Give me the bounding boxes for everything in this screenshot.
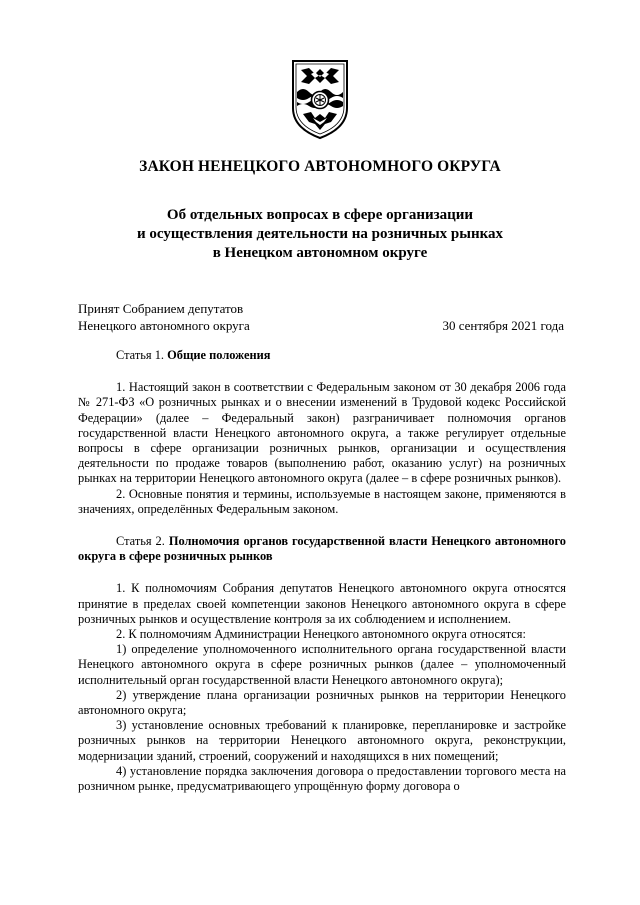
adoption-line: Принят Собранием депутатов bbox=[78, 301, 244, 316]
adoption-line: Ненецкого автономного округа bbox=[78, 318, 250, 333]
adoption-date: 30 сентября 2021 года bbox=[442, 318, 564, 333]
subtitle-line: в Ненецком автономном округе bbox=[212, 245, 428, 261]
article-title: Общие положения bbox=[167, 348, 271, 362]
list-item: 1) определение уполномоченного исполнительного органа государственной власти Ненецкого автономного округа в сфере розничных рынков (далее – уполномоченный исполнительный орган государственной власти Ненецкого автономного округа); bbox=[78, 642, 566, 687]
adoption-info bbox=[78, 300, 250, 334]
law-subtitle bbox=[0, 206, 640, 263]
list-item: 4) установление порядка заключения договора о предоставлении торгового места на розничном рынке, предусматривающего упрощённую форму договора о bbox=[78, 763, 566, 794]
article-title: Полномочия органов государственной власти Ненецкого автономного округа в сфере розничных рынков bbox=[78, 534, 566, 564]
article-1-heading bbox=[78, 348, 566, 363]
coat-of-arms-emblem bbox=[289, 58, 351, 140]
law-title: ЗАКОН НЕНЕЦКОГО АВТОНОМНОГО ОКРУГА bbox=[139, 158, 501, 175]
subtitle-line: и осуществления деятельности на розничных рынках bbox=[136, 226, 504, 242]
list-item: 2) утверждение плана организации розничных рынков на территории Ненецкого автономного округа; bbox=[78, 687, 566, 718]
article-label: Статья 2. bbox=[116, 534, 165, 549]
subtitle-line: Об отдельных вопросах в сфере организации bbox=[166, 207, 474, 223]
paragraph: 1. К полномочиям Собрания депутатов Ненецкого автономного округа относятся принятие в пределах своей компетенции законов Ненецкого автономного округа в сфере розничных рынков и осуществление контроля за их соблюдением и исполнением. bbox=[78, 581, 566, 626]
paragraph: 1. Настоящий закон в соответствии с Федеральным законом от 30 декабря 2006 года № 271-ФЗ «О розничных рынках и о внесении изменений в Трудовой кодекс Российской Федерации» (далее – Федеральный закон) разграничивает полномочия органов государственной власти Ненецкого автономного округа, а также регулирует отдельные вопросы в сфере организации розничных рынков, организации и осуществления деятельности по продаже товаров (выполнению работ, оказанию услуг) на розничных рынках на территории Ненецкого автономного округа (далее – в сфере розничных рынков). bbox=[78, 380, 566, 486]
list-item: 3) установление основных требований к планировке, перепланировке и застройке розничных рынков на территории Ненецкого автономного округа, реконструкции, модернизации зданий, строений, сооружений и находящихся в них помещений; bbox=[78, 718, 566, 763]
paragraph: 2. К полномочиям Администрации Ненецкого автономного округа относятся: bbox=[116, 627, 526, 642]
paragraph: 2. Основные понятия и термины, используемые в настоящем законе, применяются в значениях, определённых Федеральным законом. bbox=[78, 486, 566, 516]
article-label: Статья 1. bbox=[116, 348, 165, 362]
article-2-heading bbox=[78, 534, 566, 564]
law-body bbox=[78, 348, 566, 794]
